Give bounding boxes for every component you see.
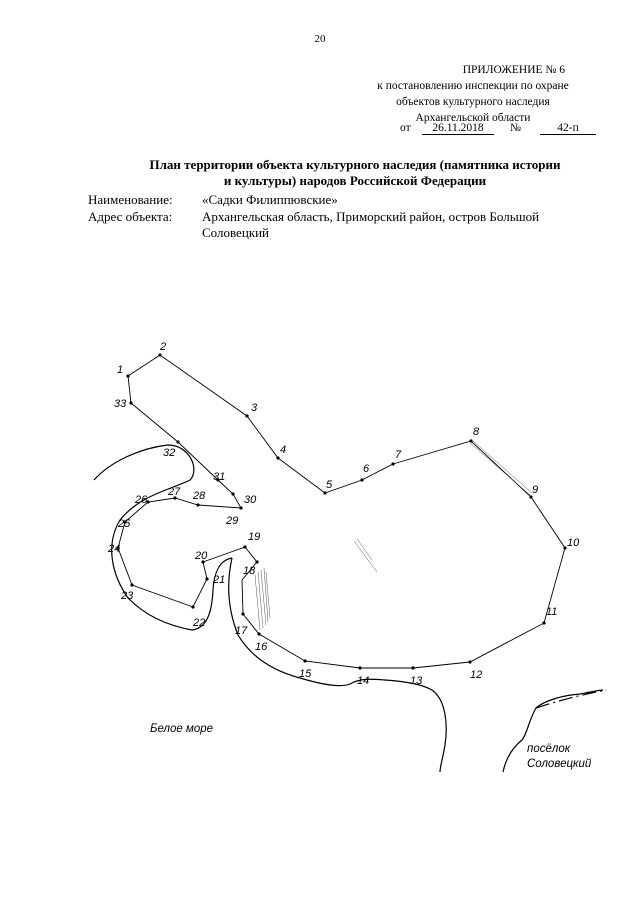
number-label: № (510, 122, 521, 134)
from-label: от (400, 122, 411, 134)
territory-boundary (118, 355, 565, 668)
boundary-point-marker (231, 492, 234, 495)
boundary-point-label: 4 (280, 444, 287, 456)
page-number: 20 (314, 33, 326, 45)
coastline-west (94, 445, 232, 630)
boundary-point-marker (255, 560, 258, 563)
boundary-point-marker (129, 401, 132, 404)
title-line-2: и культуры) народов Российской Федерации (223, 173, 487, 188)
document-date: 26.11.2018 (422, 122, 494, 135)
name-label: Наименование: (88, 192, 173, 207)
boundary-point-label: 3 (251, 402, 258, 414)
coastline-east-dashes (536, 690, 606, 708)
boundary-point-label: 19 (248, 531, 261, 543)
boundary-point-marker (176, 440, 179, 443)
boundary-point-marker (245, 414, 248, 417)
sea-label: Белое море (150, 723, 214, 735)
boundary-point-label: 10 (567, 537, 580, 549)
boundary-point-label: 28 (193, 490, 206, 502)
document-number: 42-п (540, 122, 596, 135)
boundary-point-label: 11 (546, 606, 558, 618)
boundary-point-marker (323, 491, 326, 494)
boundary-point-marker (130, 583, 133, 586)
boundary-point-label: 5 (326, 479, 333, 491)
appendix-line-2: объектов культурного наследия (396, 96, 550, 108)
boundary-point-marker (191, 605, 194, 608)
boundary-point-label: 16 (255, 641, 268, 653)
boundary-point-label: 14 (357, 675, 370, 687)
boundary-point-label: 9 (532, 484, 539, 496)
boundary-point-label: 31 (213, 471, 226, 483)
boundary-point-marker (126, 374, 129, 377)
boundary-point-marker (239, 506, 242, 509)
name-value: «Садки Филиппювские» (202, 192, 338, 207)
boundary-point-label: 21 (213, 574, 226, 586)
boundary-point-label: 22 (193, 617, 206, 629)
boundary-point-label: 30 (244, 494, 257, 506)
boundary-point-marker (303, 659, 306, 662)
boundary-point-marker (411, 666, 414, 669)
boundary-point-marker (542, 621, 545, 624)
boundary-point-label: 29 (226, 515, 239, 527)
boundary-point-label: 13 (410, 675, 423, 687)
boundary-point-marker (257, 632, 260, 635)
boundary-point-marker (468, 660, 471, 663)
boundary-point-label: 2 (160, 341, 167, 353)
point-labels (107, 341, 580, 687)
boundary-point-label: 27 (168, 486, 181, 498)
boundary-point-label: 23 (121, 590, 134, 602)
appendix-title: ПРИЛОЖЕНИЕ № 6 (462, 64, 565, 76)
village-label-1: посёлок (527, 743, 571, 755)
point-markers (116, 353, 566, 669)
boundary-point-label: 8 (473, 426, 480, 438)
boundary-point-label: 25 (118, 518, 131, 530)
boundary-point-label: 24 (108, 543, 121, 555)
boundary-point-label: 12 (470, 669, 483, 681)
boundary-point-label: 32 (163, 447, 176, 459)
boundary-point-marker (360, 478, 363, 481)
boundary-point-marker (243, 545, 246, 548)
address-label: Адрес объекта: (88, 209, 173, 224)
boundary-point-label: 26 (135, 494, 148, 506)
boundary-point-marker (358, 666, 361, 669)
address-line-1: Архангельская область, Приморский район, остров Большой (202, 209, 540, 224)
appendix-line-1: к постановлению инспекции по охране (377, 80, 569, 92)
boundary-point-label: 18 (243, 565, 256, 577)
boundary-point-label: 15 (299, 668, 312, 680)
address-line-2: Соловецкий (202, 225, 270, 240)
boundary-point-marker (158, 353, 161, 356)
boundary-point-marker (276, 456, 279, 459)
boundary-point-label: 7 (395, 449, 402, 461)
village-label-2: Соловецкий (527, 758, 592, 770)
boundary-point-label: 6 (363, 463, 370, 475)
appendix-line-3: Архангельской области (415, 112, 531, 124)
boundary-point-marker (241, 612, 244, 615)
boundary-point-marker (205, 577, 208, 580)
boundary-point-label: 1 (117, 364, 124, 376)
boundary-point-label: 20 (195, 550, 208, 562)
boundary-point-label: 33 (114, 398, 127, 410)
title-line-1: План территории объекта культурного наследия (памятника истории (149, 157, 561, 172)
boundary-point-marker (469, 439, 472, 442)
boundary-point-marker (391, 462, 394, 465)
hatching (255, 441, 532, 630)
boundary-point-marker (196, 503, 199, 506)
boundary-point-label: 17 (235, 625, 248, 637)
